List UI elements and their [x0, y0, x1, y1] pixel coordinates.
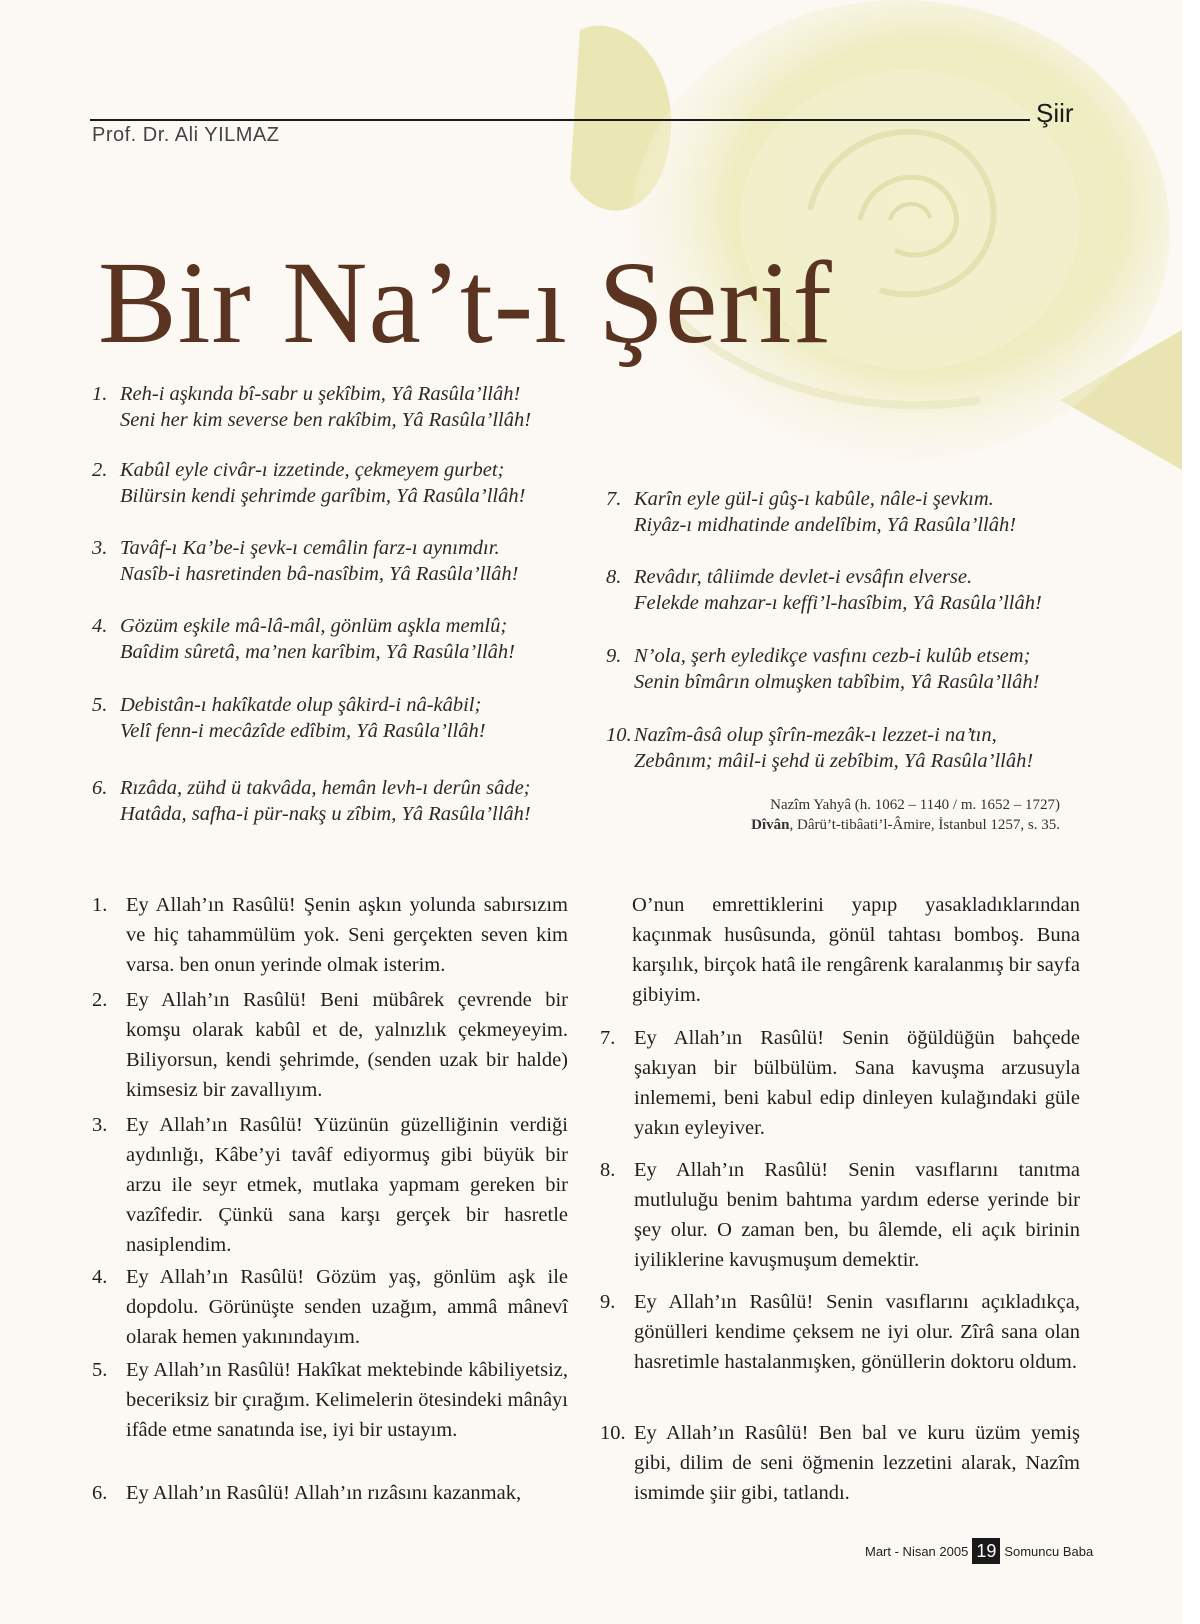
- translation-9: [600, 1287, 1080, 1377]
- translation-text: Ey Allah’ın Rasûlü! Senin öğüldüğün bahçede şakıyan bir bülbülüm. Sana kavuşma arzusuyla inlememi, beni kabul edip dinleyen kulağındaki güle yakın eyleyiver.: [634, 1027, 1080, 1139]
- verse-number: 8.: [606, 566, 622, 588]
- page-title: Bir Na’t-ı Şerif: [98, 237, 833, 368]
- verse-2: [92, 457, 525, 509]
- verse-number: 3.: [92, 537, 108, 559]
- verse-number: 10.: [606, 724, 632, 746]
- source-citation: [620, 795, 1060, 835]
- translation-text: Ey Allah’ın Rasûlü! Hakîkat mektebinde kâbiliyetsiz, beceriksiz bir çırağım. Kelimelerin ötesindeki mânâyı ifâde etme sanatında ise, iyi bir ustayım.: [126, 1359, 568, 1441]
- translation-8: [600, 1155, 1080, 1275]
- issue-date: Mart - Nisan 2005: [865, 1543, 969, 1559]
- translation-text: Ey Allah’ın Rasûlü! Senin vasıflarını açıkladıkça, gönülleri kendime çeksem ne iyi olur. Zîrâ sana olan hasretimle hastalanmışken, gönüllerin doktoru oldum.: [634, 1291, 1080, 1373]
- verse-5: [92, 692, 486, 744]
- translation-2: [92, 985, 568, 1105]
- verse-line: Riyâz-ı midhatinde andelîbim, Yâ Rasûla’llâh!: [634, 514, 1017, 536]
- page-number: 19: [972, 1538, 1000, 1564]
- verse-line: Rızâda, zühd ü takvâda, hemân levh-ı derûn sâde;: [120, 777, 531, 799]
- verse-line: Hatâda, safha-i pür-nakş u zîbim, Yâ Rasûla’llâh!: [120, 803, 531, 825]
- verse-number: 9.: [606, 645, 622, 667]
- verse-line: Reh-i aşkında bî-sabr u şekîbim, Yâ Rasûla’llâh!: [120, 383, 521, 405]
- magazine-name: Somuncu Baba: [1004, 1543, 1094, 1559]
- translation-5: [92, 1355, 568, 1445]
- verse-line: Revâdır, tâliimde devlet-i evsâfın elverse.: [634, 566, 973, 588]
- translation-6-continued: [598, 890, 1080, 1010]
- translation-number: 1.: [92, 894, 108, 916]
- translation-text: Ey Allah’ın Rasûlü! Yüzünün güzelliğinin verdiği aydınlığı, Kâbe’yi tavâf ediyormuş gibi büyük bir arzu ile seyr etmek, mutlaka yapmam gereken bir vazîfedir. Çünkü sana karşı gerçek bir hasretle nasiplendim.: [126, 1114, 568, 1256]
- source-book: Dîvân: [751, 817, 790, 833]
- verse-line: Gözüm eşkile mâ-lâ-mâl, gönlüm aşkla memlû;: [120, 615, 508, 637]
- verse-line: Senin bîmârın olmuşken tabîbim, Yâ Rasûla’llâh!: [634, 671, 1040, 693]
- source-poet: Nazîm Yahyâ (h. 1062 – 1140 / m. 1652 – 1727): [770, 797, 1060, 813]
- verse-8: [606, 564, 1042, 616]
- verse-3: [92, 535, 518, 587]
- translation-number: 6.: [92, 1482, 108, 1504]
- verse-number: 6.: [92, 777, 108, 799]
- header-rule: [90, 119, 1030, 121]
- verse-9: [606, 643, 1039, 695]
- verse-line: Seni her kim severse ben rakîbim, Yâ Rasûla’llâh!: [120, 409, 532, 431]
- translation-4: [92, 1262, 568, 1352]
- translation-number: 2.: [92, 989, 108, 1011]
- verse-line: Tavâf-ı Ka’be-i şevk-ı cemâlin farz-ı aynımdır.: [120, 537, 500, 559]
- translation-text: Ey Allah’ın Rasûlü! Gözüm yaş, gönlüm aşk ile dopdolu. Görünüşte senden uzağım, ammâ mânevî olarak hemen yakınındayım.: [126, 1266, 568, 1348]
- verse-number: 4.: [92, 615, 108, 637]
- translation-number: 3.: [92, 1114, 108, 1136]
- translation-number: 7.: [600, 1027, 616, 1049]
- verse-10: [606, 722, 1033, 774]
- translation-text: Ey Allah’ın Rasûlü! Şenin aşkın yolunda sabırsızım ve hiç tahammülüm yok. Seni gerçekten seven kim varsa. ben onun yerinde olmak isterim.: [126, 894, 568, 976]
- verse-line: Velî fenn-i mecâzîde edîbim, Yâ Rasûla’llâh!: [120, 720, 486, 742]
- translation-number: 4.: [92, 1266, 108, 1288]
- translation-text: Ey Allah’ın Rasûlü! Ben bal ve kuru üzüm yemiş gibi, dilim de seni öğmenin lezzetini alarak, Nazîm ismimde şiir gibi, tatlandı.: [634, 1422, 1080, 1504]
- verse-line: Bilürsin kendi şehrimde garîbim, Yâ Rasûla’llâh!: [120, 485, 526, 507]
- translation-text: Ey Allah’ın Rasûlü! Beni mübârek çevrende bir komşu olarak kabûl et de, yalnızlık çekmeyeyim. Biliyorsun, kendi şehrimde, (senden uzak bir halde) kimsesiz bir zavallıyım.: [126, 989, 568, 1101]
- verse-number: 5.: [92, 694, 108, 716]
- translation-text: Ey Allah’ın Rasûlü! Senin vasıflarını tanıtma mutluluğu benim bahtıma yardım ederse yerinde bir şey olur. O zaman ben, bu âlemde, eli açık birinin iyiliklerine kavuşmuşum demektir.: [634, 1159, 1080, 1271]
- translation-number: 9.: [600, 1291, 616, 1313]
- source-publisher: , Dârü’t-tibâati’l-Âmire, İstanbul 1257, s. 35.: [789, 817, 1060, 833]
- verse-line: Debistân-ı hakîkatde olup şâkird-i nâ-kâbil;: [120, 694, 482, 716]
- verse-line: Kabûl eyle civâr-ı izzetinde, çekmeyem gurbet;: [120, 459, 505, 481]
- verse-number: 7.: [606, 488, 622, 510]
- verse-4: [92, 613, 515, 665]
- translation-number: 10.: [600, 1422, 626, 1444]
- translation-text-end: O’nun emrettiklerini yapıp yasakladıklarından kaçınmak husûsunda, gönül tahtası bomboş. Buna karşılık, birçok hatâ ile rengârenk karalanmış bir sayfa gibiyim.: [632, 894, 1080, 1006]
- verse-7: [606, 486, 1016, 538]
- translation-number: 5.: [92, 1359, 108, 1381]
- translation-6: [92, 1478, 568, 1508]
- verse-line: Baîdim sûretâ, ma’nen karîbim, Yâ Rasûla’llâh!: [120, 641, 515, 663]
- verse-line: Karîn eyle gül-i gûş-ı kabûle, nâle-i şevkım.: [634, 488, 994, 510]
- translation-text-start: Ey Allah’ın Rasûlü! Allah’ın rızâsını kazanmak,: [126, 1482, 522, 1504]
- translation-1: [92, 890, 568, 980]
- verse-number: 1.: [92, 383, 108, 405]
- verse-line: Nazîm-âsâ olup şîrîn-mezâk-ı lezzet-i na’tın,: [634, 724, 997, 746]
- translation-3: [92, 1110, 568, 1260]
- translation-10: [600, 1418, 1080, 1508]
- verse-number: 2.: [92, 459, 108, 481]
- translation-number: 8.: [600, 1159, 616, 1181]
- author-name: Prof. Dr. Ali YILMAZ: [92, 124, 280, 146]
- verse-6: [92, 775, 531, 827]
- translation-7: [600, 1023, 1080, 1143]
- verse-1: [92, 381, 531, 433]
- verse-line: Zebânım; mâil-i şehd ü zebîbim, Yâ Rasûla’llâh!: [634, 750, 1034, 772]
- verse-line: Felekde mahzar-ı keffi’l-hasîbim, Yâ Rasûla’llâh!: [634, 592, 1042, 614]
- section-label: Şiir: [1036, 98, 1074, 128]
- verse-line: Nasîb-i hasretinden bâ-nasîbim, Yâ Rasûla’llâh!: [120, 563, 519, 585]
- verse-line: N’ola, şerh eyledikçe vasfını cezb-i kulûb etsem;: [634, 645, 1031, 667]
- page-footer: [865, 1538, 1093, 1564]
